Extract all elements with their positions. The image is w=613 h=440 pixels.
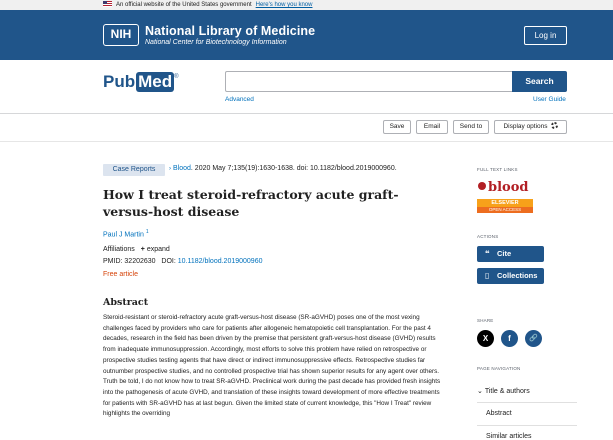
header-divider xyxy=(0,113,613,114)
collections-button[interactable] xyxy=(477,268,544,284)
gear-icon xyxy=(551,122,558,129)
abstract-heading: Abstract xyxy=(103,297,149,308)
citation-text: . 2020 May 7;135(19):1630-1638. doi: 10.1182/blood.2019000960. xyxy=(190,165,397,172)
quote-icon: ❝ xyxy=(485,249,490,258)
citation-line xyxy=(169,165,397,172)
email-button[interactable]: Email xyxy=(416,120,448,134)
full-text-links-label: FULL TEXT LINKS xyxy=(477,167,518,172)
pubmed-logo-med: Med xyxy=(138,72,173,91)
heres-how-you-know-link[interactable]: Here's how you know xyxy=(255,2,313,8)
identifiers-row xyxy=(103,258,262,265)
cite-label: Cite xyxy=(497,249,512,258)
pmid-value: 32202630 xyxy=(124,258,156,265)
author-link[interactable] xyxy=(103,229,149,238)
journal-link[interactable]: Blood xyxy=(173,165,191,172)
affiliations-row[interactable] xyxy=(103,246,170,253)
affiliations-label: Affiliations xyxy=(103,246,135,253)
nav-divider xyxy=(477,402,577,403)
doi-label: DOI: xyxy=(161,258,176,265)
nav-similar-articles[interactable]: Similar articles xyxy=(486,433,532,440)
pmid-label: PMID: xyxy=(103,258,123,265)
user-guide-link[interactable]: User Guide xyxy=(533,96,566,103)
search-input[interactable] xyxy=(225,71,513,92)
doi-link[interactable]: 10.1182/blood.2019000960 xyxy=(177,258,263,265)
gov-banner xyxy=(0,0,613,10)
article-type-badge[interactable]: Case Reports xyxy=(103,164,165,176)
toolbar-divider xyxy=(0,141,613,142)
pubmed-logo-reg: ® xyxy=(174,74,179,80)
blood-drop-icon xyxy=(478,182,486,190)
elsevier-link[interactable]: ELSEVIER xyxy=(477,199,533,207)
plus-icon: + xyxy=(140,246,145,253)
facebook-share-icon[interactable]: f xyxy=(501,330,518,347)
chevron-right-icon: › xyxy=(169,166,171,172)
nlm-header xyxy=(0,10,613,60)
collections-label: Collections xyxy=(497,271,538,280)
nav-title-authors[interactable] xyxy=(477,387,530,395)
us-flag-icon xyxy=(103,1,112,7)
nlm-title[interactable]: National Library of Medicine xyxy=(145,24,316,38)
blood-logo-text: blood xyxy=(488,180,529,195)
bookmark-icon: ▯ xyxy=(485,271,490,280)
x-share-icon[interactable]: X xyxy=(477,330,494,347)
display-options-button[interactable] xyxy=(494,120,567,134)
search-button[interactable]: Search xyxy=(512,71,567,92)
share-label: SHARE xyxy=(477,318,494,323)
save-button[interactable]: Save xyxy=(383,120,411,134)
advanced-search-link[interactable]: Advanced xyxy=(225,96,254,103)
nav-divider xyxy=(477,425,577,426)
pubmed-logo[interactable] xyxy=(103,72,179,92)
abstract-text: Steroid-resistant or steroid-refractory acute graft-versus-host disease (SR-aGVHD) poses one of the most vexing challenges faced by providers who care for patients after allogeneic hematopoietic cell transplantation. For the past 4 decades, research in the field has been driven by the premise that persistent graft-versus-host disease (GVHD) results from inadequate immunosuppression. Accordingly, most efforts to solve this problem have relied on retrospective or prospective studies testing agents that have direct or indirect immunosuppressive effects. Retrospective studies far outnumber prospective studies, and no controlled prospective trial has shown superior results for any agent over others. Truth be told, I do not know how to treat SR-aGVHD. Preclinical work during the past decade has provided fresh insights into the pathogenesis of acute GVHD, and translation of these insights toward development of more effective treatments for patients with SR-aGVHD has at last begun. Given the limited state of current knowledge, this "How I Treat" review highlights the overriding xyxy=(103,314,441,418)
author-affil-number[interactable]: 1 xyxy=(145,229,149,235)
gov-banner-text: An official website of the United States government xyxy=(116,2,252,8)
send-to-button[interactable]: Send to xyxy=(453,120,489,134)
link-share-icon[interactable]: 🔗 xyxy=(525,330,542,347)
free-article-label: Free article xyxy=(103,271,139,278)
actions-label: ACTIONS xyxy=(477,234,499,239)
author-name: Paul J Martin xyxy=(103,231,144,239)
ncbi-subtitle: National Center for Biotechnology Information xyxy=(145,39,287,46)
display-options-label: Display options xyxy=(503,123,548,130)
page-navigation-label: PAGE NAVIGATION xyxy=(477,366,521,371)
nav-title-authors-label: Title & authors xyxy=(484,388,530,395)
open-access-badge: OPEN ACCESS xyxy=(477,207,533,213)
expand-toggle[interactable]: expand xyxy=(146,246,170,253)
blood-journal-logo[interactable] xyxy=(478,180,528,195)
pubmed-logo-pub: Pub xyxy=(103,72,136,91)
cite-button[interactable] xyxy=(477,246,544,262)
nav-abstract[interactable]: Abstract xyxy=(486,410,512,417)
nih-logo[interactable]: NIH xyxy=(103,24,139,46)
chevron-down-icon: ⌄ xyxy=(477,388,483,395)
login-button[interactable]: Log in xyxy=(524,26,567,45)
article-title: How I treat steroid-refractory acute graft-versus-host disease xyxy=(103,187,399,219)
